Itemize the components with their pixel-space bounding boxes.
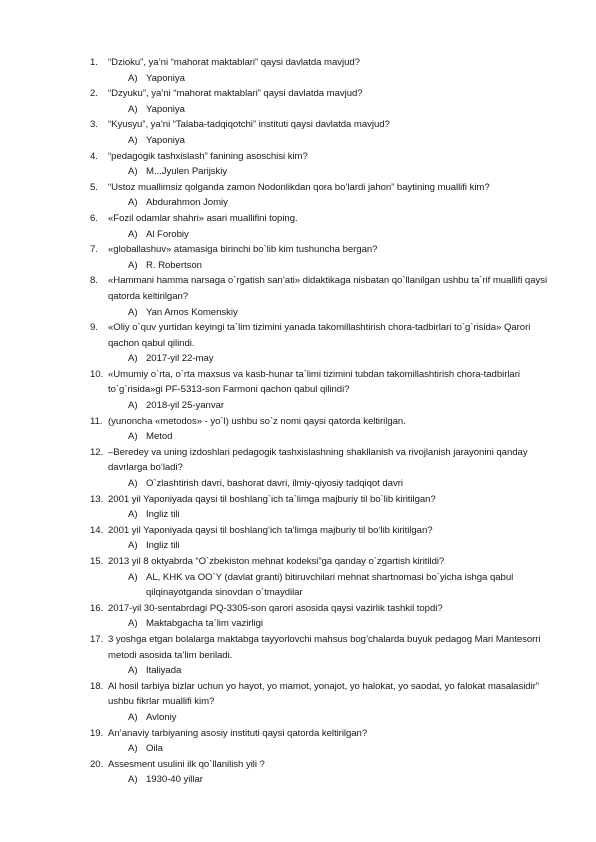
question-text: 2013 yil 8 oktyabrda “O`zbekiston mehnat kodeksi”ga qanday o`zgartish kiritildi? [108, 556, 445, 567]
answer-text: R. Robertson [146, 259, 202, 271]
answer-text: Yan Amos Komenskiy [146, 306, 238, 318]
answer-text: Yaponiya [146, 134, 185, 146]
question-text: “Ustoz muallimsiz qolganda zamon Nodonlikdan qora bo’lardi jahon” baytining muallifi kim? [108, 181, 490, 193]
question-item [90, 414, 560, 430]
question-text: 2001 yil Yaponiyada qaysi til boshlang`ich ta`limga majburiy til bo`lib kiritilgan? [108, 493, 436, 505]
question-text: Assesment usulini ilk qo`llanilish yili ? [108, 758, 265, 770]
answer-text: 1930-40 yillar [146, 774, 203, 786]
answer-letter: A) [128, 400, 138, 412]
question-text: 3 yoshga etgan bolalarga maktabga tayyorlovchi mahsus bog’chalarda buyuk pedagog Mari Mantesorri metodi asosida ta’lim beriladi. [108, 633, 541, 661]
answer-item [90, 772, 560, 788]
answer-text: Avloniy [146, 711, 177, 723]
question-text: “Kyusyu”, ya’ni “Talaba-tadqiqotchi” instituti qaysi davlatda mavjud? [108, 119, 390, 131]
answer-letter: A) [128, 540, 138, 552]
answer-letter: A) [128, 134, 138, 146]
answer-text: Al Forobiy [146, 228, 189, 240]
question-number: 10. [90, 368, 104, 380]
answer-item [90, 305, 560, 321]
question-number: 12. [90, 446, 104, 458]
question-text: 2001 yil Yaponiyada qaysi til boshlang‘ich ta‘limga majburiy til bo‘lib kiritilgan? [108, 524, 433, 536]
question-item [90, 55, 560, 71]
answer-text: Yaponiya [146, 103, 185, 115]
answer-letter: A) [128, 571, 138, 583]
answer-text: Metod [146, 431, 173, 443]
question-text: “Dzioku”, ya’ni “mahorat maktablari” qaysi davlatda mavjud? [108, 57, 360, 68]
question-text: –Beredey va uning izdoshlari pedagogik tashxislashning shakllanish va rivojlanish jarayonini qanday davrlarga bo‘ladi? [108, 446, 528, 474]
question-number: 20. [90, 758, 104, 770]
question-item [90, 523, 560, 539]
answer-text: 2017-yil 22-may [146, 353, 214, 365]
question-item [90, 211, 560, 227]
answer-text: Ingliz tili [146, 509, 180, 521]
question-text: “Dzyuku”, ya’ni “mahorat maktablari” qaysi davlatda mavjud? [108, 88, 363, 100]
answer-text: AL, KHK va OO`Y (davlat granti) bitiruvchilari mehnat shartnomasi bo`yicha ishga qabul qilqinayotganda sinovdan o`tmaydilar [146, 571, 514, 599]
question-text: «Oliy o`quv yurtidan keyingi ta`lim tizimini yanada takomillashtirish chora-tadbirlari to`g`risida» Qarori qachon qabul qilindi. [108, 322, 531, 349]
answer-letter: A) [128, 72, 138, 84]
answer-text: O`zlashtirish davri, bashorat davri, ilmiy-qiyosiy tadqiqot davri [146, 478, 403, 490]
answer-letter: A) [128, 774, 138, 786]
answer-letter: A) [128, 665, 138, 677]
answer-item [90, 195, 560, 211]
answer-letter: A) [128, 711, 138, 723]
answer-item [90, 710, 560, 726]
answer-text: Oila [146, 743, 163, 755]
question-text: «Umumiy o`rta, o`rta maxsus va kasb-hunar ta`limi tizimini tubdan takomillashtirish chora-tadbirlari to`g`risida»gi PF-5313-son Farmoni qachon qabul qilindi? [108, 368, 520, 396]
answer-item [90, 102, 560, 118]
answer-item [90, 538, 560, 554]
question-item [90, 180, 560, 196]
question-item [90, 273, 560, 304]
answer-letter: A) [128, 259, 138, 271]
question-item [90, 242, 560, 258]
answer-item [90, 663, 560, 679]
answer-item [90, 133, 560, 149]
question-number: 1. [90, 57, 98, 68]
question-item [90, 601, 560, 617]
question-item [90, 367, 560, 398]
question-number: 3. [90, 119, 98, 131]
question-item [90, 554, 560, 570]
answer-item [90, 351, 560, 367]
answer-text: Ingliz tili [146, 540, 180, 552]
answer-item [90, 71, 560, 87]
question-item [90, 726, 560, 742]
question-text: «Hammani hamma narsaga o`rgatish san’ati» didaktikaga nisbatan qo`llanilgan ushbu ta`rif muallifi qaysi qatorda keltirilgan? [108, 275, 548, 302]
answer-letter: A) [128, 306, 138, 318]
question-text: «Fozil odamlar shahri» asari muallifini toping. [108, 212, 298, 224]
answer-letter: A) [128, 509, 138, 521]
question-number: 7. [90, 244, 98, 256]
question-text: 2017-yil 30-sentabrdagi PQ-3305-son qarori asosida qaysi vazirlik tashkil topdi? [108, 602, 443, 614]
question-item [90, 445, 560, 476]
question-text: Al hosil tarbiya bizlar uchun yo hayot, yo mamot, yonajot, yo halokat, yo saodat, yo falokat masalasidir” ushbu fikrlar muallifi kim? [108, 680, 539, 708]
question-number: 4. [90, 150, 98, 162]
answer-letter: A) [128, 228, 138, 240]
question-number: 11. [90, 415, 103, 427]
question-number: 5. [90, 181, 98, 193]
answer-text: Yaponiya [146, 72, 185, 84]
question-list [90, 55, 560, 788]
answer-letter: A) [128, 353, 138, 365]
answer-letter: A) [128, 618, 138, 630]
answer-letter: A) [128, 197, 138, 209]
question-number: 2. [90, 88, 98, 100]
answer-text: Abdurahmon Jomiy [146, 197, 228, 209]
answer-item [90, 570, 560, 601]
question-item [90, 632, 560, 663]
question-item [90, 492, 560, 508]
question-text: (yunoncha «metodos» - yo`l) ushbu so`z nomi qaysi qatorda keltirilgan. [108, 415, 406, 427]
question-number: 18. [90, 680, 104, 692]
answer-item [90, 164, 560, 180]
answer-item [90, 507, 560, 523]
question-text: “pedagogik tashxislash” fanining asoschisi kim? [108, 150, 308, 162]
question-item [90, 320, 560, 351]
question-item [90, 757, 560, 773]
question-number: 19. [90, 727, 104, 739]
answer-item [90, 476, 560, 492]
answer-letter: A) [128, 103, 138, 115]
question-text: «globallashuv» atamasiga birinchi bo`lib kim tushuncha bergan? [108, 244, 378, 256]
question-text: An’anaviy tarbiyaning asosiy instituti qaysi qatorda keltirilgan? [108, 727, 368, 739]
answer-item [90, 398, 560, 414]
answer-letter: A) [128, 431, 138, 443]
question-item [90, 86, 560, 102]
question-item [90, 117, 560, 133]
answer-text: 2018-yil 25-yanvar [146, 400, 225, 412]
question-number: 6. [90, 212, 98, 224]
question-item [90, 149, 560, 165]
question-number: 16. [90, 602, 104, 614]
answer-text: Italiyada [146, 665, 182, 677]
answer-item [90, 227, 560, 243]
answer-item [90, 429, 560, 445]
question-number: 17. [90, 633, 104, 645]
question-number: 13. [90, 493, 104, 505]
answer-item [90, 258, 560, 274]
question-number: 14. [90, 524, 104, 536]
answer-text: Maktabgacha ta`lim vazirligi [146, 618, 263, 630]
answer-item [90, 616, 560, 632]
question-number: 15. [90, 556, 104, 567]
answer-letter: A) [128, 478, 138, 490]
question-number: 9. [90, 322, 98, 334]
answer-letter: A) [128, 166, 138, 178]
answer-item [90, 741, 560, 757]
answer-letter: A) [128, 743, 138, 755]
question-item [90, 679, 560, 710]
question-number: 8. [90, 275, 98, 287]
answer-text: M...Jyulen Parijskiy [146, 166, 228, 178]
